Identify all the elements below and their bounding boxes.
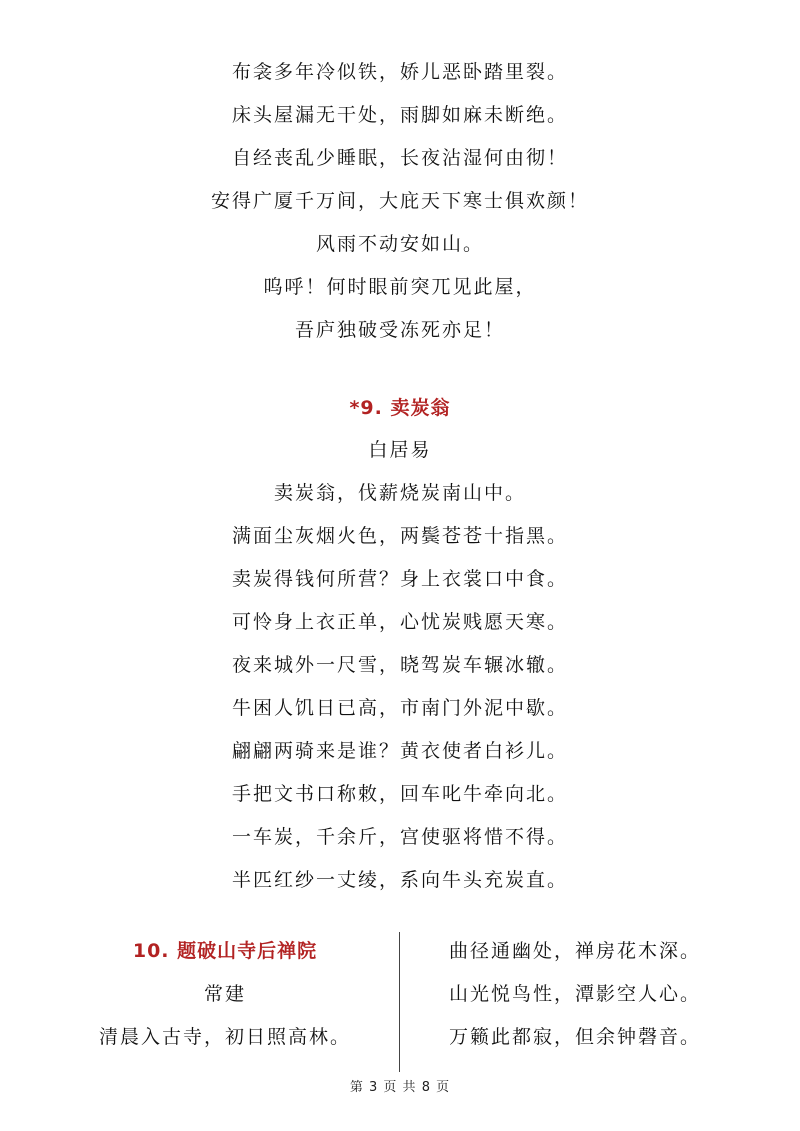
column-divider	[399, 932, 400, 1072]
poem-line: 半匹红纱一丈绫，系向牛头充炭直。	[231, 869, 568, 891]
poem-line: 风雨不动安如山。	[315, 233, 484, 255]
poem-line: 床头屋漏无干处，雨脚如麻未断绝。	[231, 104, 568, 126]
poem-line: 呜呼！何时眼前突兀见此屋，	[263, 276, 537, 298]
poem-line: 一车炭，千余斤，宫使驱将惜不得。	[231, 826, 568, 848]
poem-author: 白居易	[368, 439, 432, 461]
poem-line: 万籁此都寂，但余钟磬音。	[448, 1026, 701, 1048]
poem-line: 牛困人饥日已高，市南门外泥中歇。	[231, 697, 568, 719]
poem-title: *9. 卖炭翁	[349, 397, 451, 419]
poem-line: 翩翩两骑来是谁？黄衣使者白衫儿。	[231, 740, 568, 762]
poem-author: 常建	[203, 983, 246, 1005]
poem-line: 安得广厦千万间，大庇天下寒士俱欢颜！	[210, 190, 589, 212]
poem-line: 可怜身上衣正单，心忧炭贱愿天寒。	[231, 611, 568, 633]
poem-line: 手把文书口称敕，回车叱牛牵向北。	[231, 783, 568, 805]
poem-line: 布衾多年冷似铁，娇儿恶卧踏里裂。	[231, 61, 568, 83]
poem-line: 自经丧乱少睡眠，长夜沾湿何由彻！	[231, 147, 568, 169]
poem-line: 卖炭翁，伐薪烧炭南山中。	[273, 482, 526, 504]
poem-line: 卖炭得钱何所营？身上衣裳口中食。	[231, 568, 568, 590]
page-footer: 第 3 页 共 8 页	[349, 1080, 451, 1095]
poem-line: 夜来城外一尺雪，晓驾炭车辗冰辙。	[231, 654, 568, 676]
poem-line: 清晨入古寺，初日照高林。	[98, 1026, 351, 1048]
poem-line: 吾庐独破受冻死亦足！	[294, 319, 505, 341]
poem-line: 曲径通幽处，禅房花木深。	[448, 940, 701, 962]
poem-title: 10. 题破山寺后禅院	[132, 940, 318, 962]
poem-line: 山光悦鸟性，潭影空人心。	[448, 983, 701, 1005]
poem-line: 满面尘灰烟火色，两鬓苍苍十指黑。	[231, 525, 568, 547]
